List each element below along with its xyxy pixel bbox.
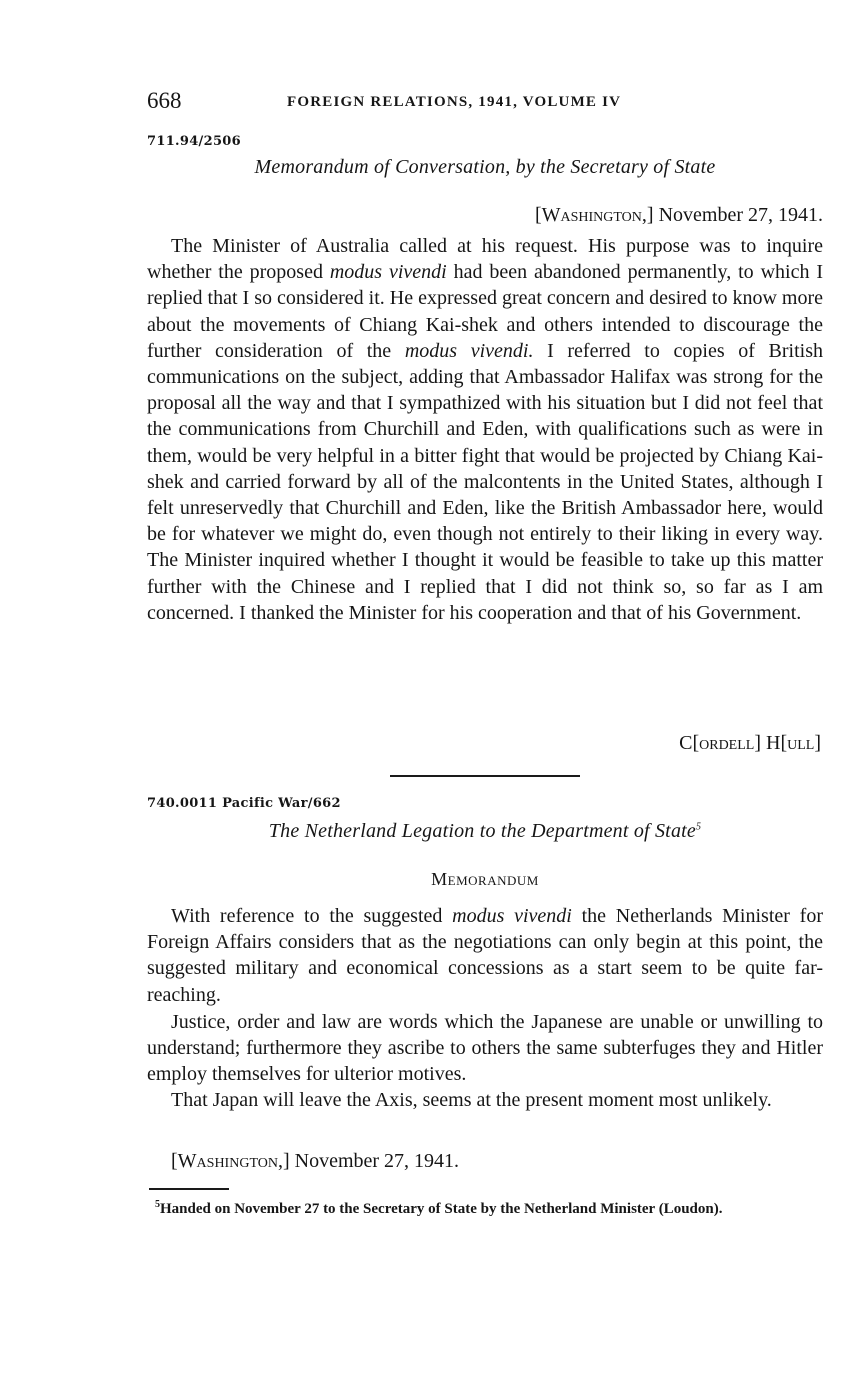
footnote-reference: 5 <box>695 821 702 833</box>
dateline-1 <box>535 204 823 227</box>
closing-bracket-close: ] <box>282 1150 290 1172</box>
footnote-text: Handed on November 27 to the Secretary of State by the Netherland Minister (Loudon). <box>160 1201 723 1217</box>
document-title-1: Memorandum of Conversation, by the Secretary of State <box>254 156 716 178</box>
closing-bracket-open: [ <box>171 1150 178 1172</box>
dateline-date: November 27, 1941. <box>658 204 823 226</box>
footnote-rule <box>149 1188 229 1190</box>
memorandum-heading: Memorandum <box>431 869 539 889</box>
signature-part: ] <box>814 732 821 754</box>
body-emphasis: modus vivendi <box>329 261 447 284</box>
closing-place: Washington, <box>177 1150 283 1172</box>
closing-date: November 27, 1941. <box>289 1150 460 1172</box>
signature-part: ] H[ <box>754 732 788 754</box>
body-text-segment: The Minister of Australia called at his request. His purpose was to inquire whether the proposed <box>147 235 823 284</box>
body-emphasis: modus vivendi <box>452 905 572 927</box>
footnote <box>147 1199 823 1219</box>
dateline-bracket-close: ] <box>646 204 654 226</box>
memo-paragraph-1 <box>147 903 823 1008</box>
body-text-segment: the Netherlands Minister for Foreign Affairs considers that as the negotiations can only begin at this point, the suggested military and economical concessions as a start seem to be quite far-reaching. <box>147 905 823 1006</box>
file-number-2: 740.0011 Pacific War/662 <box>147 796 341 811</box>
page-number: 668 <box>147 88 182 113</box>
running-header <box>147 88 823 118</box>
dateline-place: Washington, <box>541 204 647 226</box>
document-title-2 <box>147 820 823 843</box>
closing-dateline <box>171 1150 459 1173</box>
body-text-segment: With reference to the suggested <box>171 905 453 927</box>
running-title: FOREIGN RELATIONS, 1941, VOLUME IV <box>287 94 622 110</box>
memo-paragraph-3: That Japan will leave the Axis, seems at the present moment most unlikely. <box>171 1089 772 1111</box>
body-text-segment: I referred to copies of British communications on the subject, adding that Ambassador Halifax was strong for the proposal all the way and that I sympathized with his situation but I did not feel that the communications from Churchill and Eden, with qualifications such as were in them, would be very helpful in a bitter fight that would be projected by Chiang Kai-shek and carried forward by all of the malcontents in the United States, although I felt unreservedly that Churchill and Eden, like the British Ambassador here, would be for whatever we might do, even though not entirely to their liking in every way. The Minister inquired whether I thought it would be feasible to take up this matter further with the Chinese and I replied that I did not think so, so far as I am concerned. I thanked the Minister for his cooperation and that of his Government. <box>147 339 823 624</box>
memo-paragraph-2: Justice, order and law are words which the Japanese are unable or unwilling to understand; furthermore they ascribe to others the same subterfuges they and Hitler employ themselves for ulterior motives. <box>147 1011 823 1086</box>
section-divider <box>390 775 580 777</box>
footnote-marker: 5 <box>155 1199 160 1210</box>
signature <box>679 732 821 755</box>
signature-part: ull <box>787 732 815 754</box>
dateline-bracket-open: [ <box>534 204 542 226</box>
body-text-segment: had been abandoned permanently, to which I replied that I so considered it. He expressed great concern and desired to know more about the movements of Chiang Kai-shek and others intended to discourage the further consideration of the <box>147 261 823 362</box>
document-title-2-text: The Netherland Legation to the Department of State <box>268 820 696 842</box>
signature-part: ordell <box>699 732 755 754</box>
body-emphasis: modus vivendi. <box>404 339 534 362</box>
file-number-1: 711.94/2506 <box>147 134 241 149</box>
signature-part: C[ <box>679 732 700 754</box>
body-paragraph-1 <box>147 233 823 626</box>
